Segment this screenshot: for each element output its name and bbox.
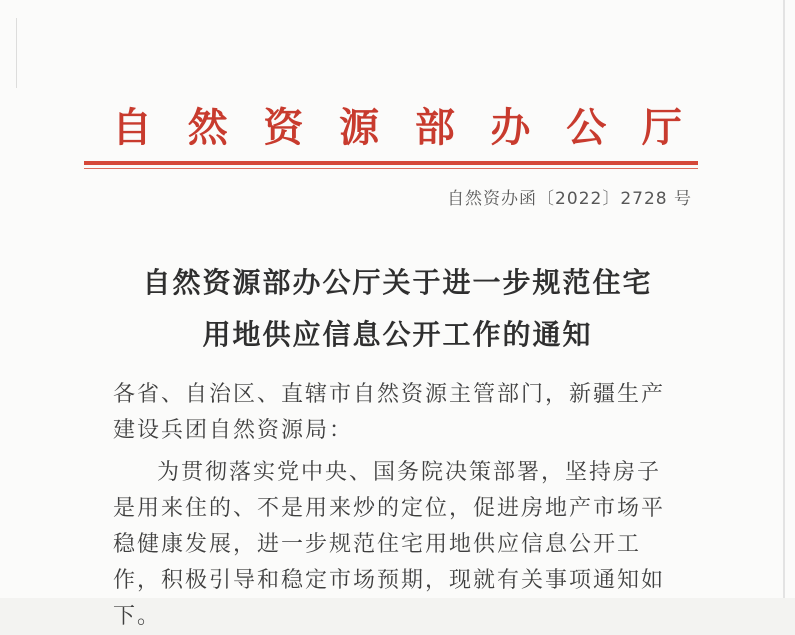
opening-paragraph: 为贯彻落实党中央、国务院决策部署，坚持房子是用来住的、不是用来炒的定位，促进房地产市场平稳健康发展，进一步规范住宅用地供应信息公开工作，积极引导和稳定市场预期，现就有关事项通知如下。 [113,460,666,629]
issuer-header-character: 办 [490,104,531,151]
issuer-header-character: 自 [112,104,152,151]
document-number: 自然资办函〔2022〕2728 号 [447,189,692,209]
recipient-text: 各省、自治区、直辖市自然资源主管部门，新疆生产建设兵团自然资源局： [113,382,666,443]
issuer-header-character: 部 [414,104,455,151]
issuer-header-character: 公 [566,104,607,151]
issuer-header-character: 源 [339,104,380,151]
left-binding-mark [16,18,17,88]
document-title-line: 用地供应信息公开工作的通知 [202,318,593,351]
issuer-header-character: 资 [263,104,304,151]
header-red-rule-thin [84,168,698,169]
document-title-line: 自然资源部办公厅关于进一步规范住宅 [142,266,653,299]
issuer-header-character: 然 [187,104,228,151]
issuer-header [112,105,682,151]
header-red-rule [84,161,698,165]
issuer-header-character: 厅 [641,104,682,151]
